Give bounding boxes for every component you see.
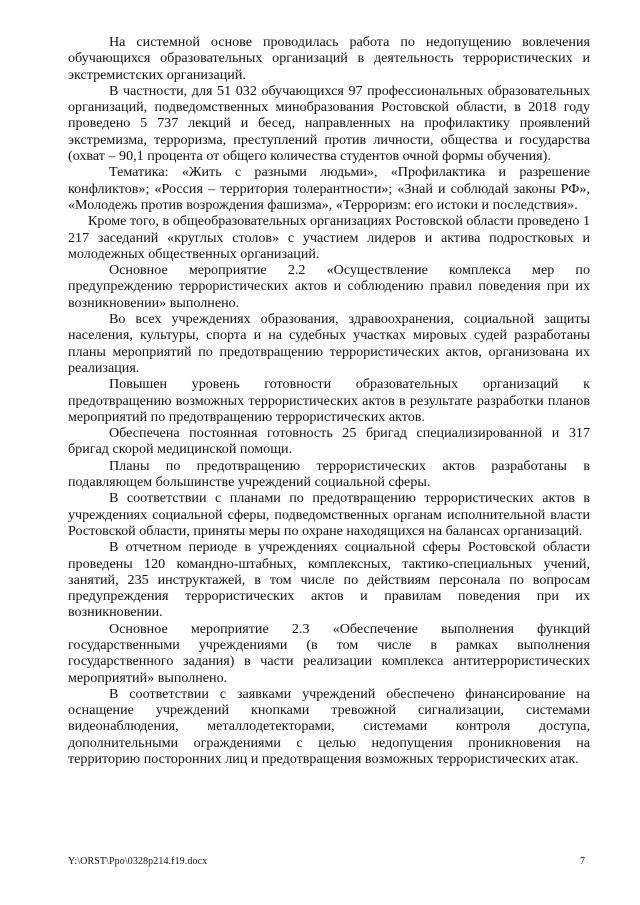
paragraph-1: На системной основе проводилась работа по недопущению вовлечения обучающихся образовательных организаций в деятельность террористических и экстремистских организаций.	[68, 34, 590, 83]
paragraph-2: В частности, для 51 032 обучающихся 97 профессиональных образовательных организаций, подведомственных минобразования Ростовской области, в 2018 году проведено 5 737 лекций и бесед, направленных на профилактику проявлений экстремизма, терроризма, преступлений против личности, общества и государства (охват – 90,1 процента от общего количества студентов очной формы обучения).	[68, 82, 590, 165]
paragraph-5: Основное мероприятие 2.2 «Осуществление комплекса мер по предупреждению террористических актов и соблюдению правил поведения при их возникновении» выполнено.	[68, 262, 590, 311]
paragraph-12: Основное мероприятие 2.3 «Обеспечение выполнения функций государственными учреждениями (в том числе в рамках выполнения государственного задания) в части реализации комплекса антитеррористических мероприятий» выполнено.	[68, 620, 590, 686]
footer-file-path: Y:\ORST\Ppo\0328p214.f19.docx	[68, 856, 208, 867]
paragraph-13: В соответствии с заявками учреждений обеспечено финансирование на оснащение учреждений кнопками тревожной сигнализации, системами видеонаблюдения, металлодетекторами, системами контроля доступа, дополнительными ограждениями с целью недопущения проникновения на территорию посторонних лиц и предотвращения возможных террористических атак.	[68, 685, 590, 768]
paragraph-3: Тематика: «Жить с разными людьми», «Профилактика и разрешение конфликтов»; «Россия – территория толерантности»; «Знай и соблюдай законы РФ», «Молодежь против возрождения фашизма», «Терроризм: его истоки и последствия».	[68, 164, 590, 213]
paragraph-11: В отчетном периоде в учреждениях социальной сферы Ростовской области проведены 120 командно-штабных, комплексных, тактико-специальных учений, занятий, 235 инструктажей, в том числе по действиям персонала по вопросам предупреждения террористических актов и правилам поведения при их возникновении.	[68, 539, 590, 621]
paragraph-9: Планы по предотвращению террористических актов разработаны в подавляющем большинстве учреждений социальной сферы.	[68, 457, 590, 491]
document-body	[68, 34, 590, 767]
paragraph-7: Повышен уровень готовности образовательных организаций к предотвращению возможных террористических актов в результате разработки планов мероприятий по предотвращению террористических актов.	[68, 376, 590, 425]
paragraph-10: В соответствии с планами по предотвращению террористических актов в учреждениях социальной сферы, подведомственных органам исполнительной власти Ростовской области, приняты меры по охране находящихся на балансах организаций.	[68, 490, 590, 539]
paragraph-6: Во всех учреждениях образования, здравоохранения, социальной защиты населения, культуры, спорта и на судебных участках мировых судей разработаны планы мероприятий по предотвращению террористических актов, организована их реализация.	[68, 311, 590, 376]
footer-page-number: 7	[580, 856, 585, 867]
paragraph-4: Кроме того, в общеобразовательных организациях Ростовской области проведено 1 217 заседаний «круглых столов» с участием лидеров и актива подростковых и молодежных общественных организаций.	[68, 213, 590, 262]
paragraph-8: Обеспечена постоянная готовность 25 бригад специализированной и 317 бригад скорой медицинской помощи.	[68, 425, 590, 458]
